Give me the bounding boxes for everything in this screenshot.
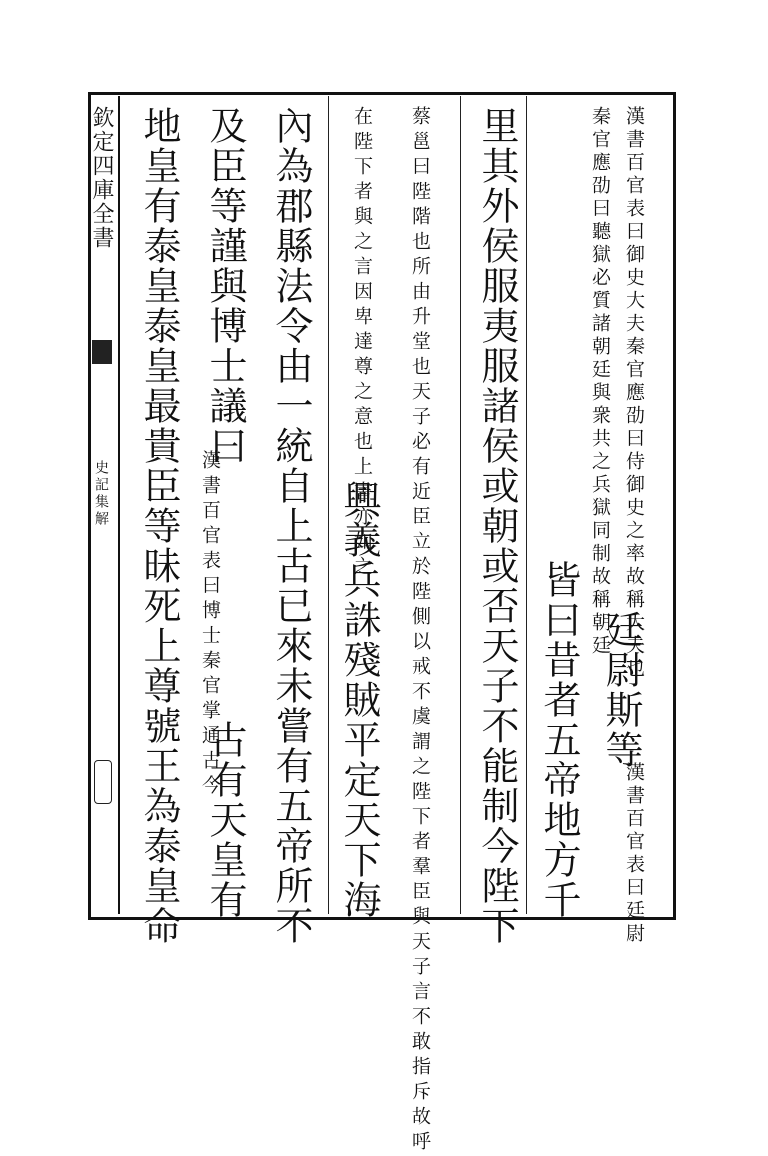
- commentary-column-7: 漢書百官表曰博士秦官掌通古今: [199, 450, 221, 800]
- book-title-margin: 欽定四庫全書: [89, 106, 114, 250]
- commentary-column-2-bottom: 漢書百官表曰廷尉: [623, 762, 645, 946]
- commentary-column-1: 漢書百官表曰御史大夫秦官應劭曰侍御史之率故稱大夫也: [623, 106, 645, 681]
- main-text-column-7-top: 及臣等謹與博士議曰: [203, 106, 247, 466]
- commentary-column-4: 蔡邕曰陛階也所由升堂也天子必有近臣立於陛側以戒不虞謂之陛下者羣臣與天子言不敢指斥故呼: [409, 106, 431, 1156]
- volume-title-margin: 史記集解: [93, 460, 109, 528]
- commentary-column-5-top: 在陛下者與之言因卑達尊之意也上書亦如之: [351, 106, 373, 581]
- column-rule: [460, 96, 461, 914]
- main-text-column-8: 地皇有泰皇泰皇最貴臣等昧死上尊號王為泰皇命: [137, 106, 181, 946]
- main-text-column-2: 廷尉斯等: [599, 610, 643, 770]
- main-text-column-3b: 皆曰昔者五帝地方千: [537, 560, 581, 920]
- commentary-column-2-top: 秦官應劭曰聽獄必質諸朝廷與衆共之兵獄同制故稱朝廷: [589, 106, 611, 658]
- column-rule: [328, 96, 329, 914]
- main-text-column-5: 興義兵誅殘賊平定天下海: [337, 480, 381, 920]
- main-text-column-3: 里其外侯服夷服諸侯或朝或否天子不能制今陛下: [475, 106, 519, 946]
- column-rule: [526, 96, 527, 914]
- page-fold-mark: [94, 760, 112, 804]
- main-text-column-7-bottom: 古有天皇有: [203, 720, 247, 920]
- main-text-column-6: 內為郡縣法令由一統自上古已來未嘗有五帝所不: [269, 106, 313, 946]
- fishtail-mark: [92, 340, 112, 364]
